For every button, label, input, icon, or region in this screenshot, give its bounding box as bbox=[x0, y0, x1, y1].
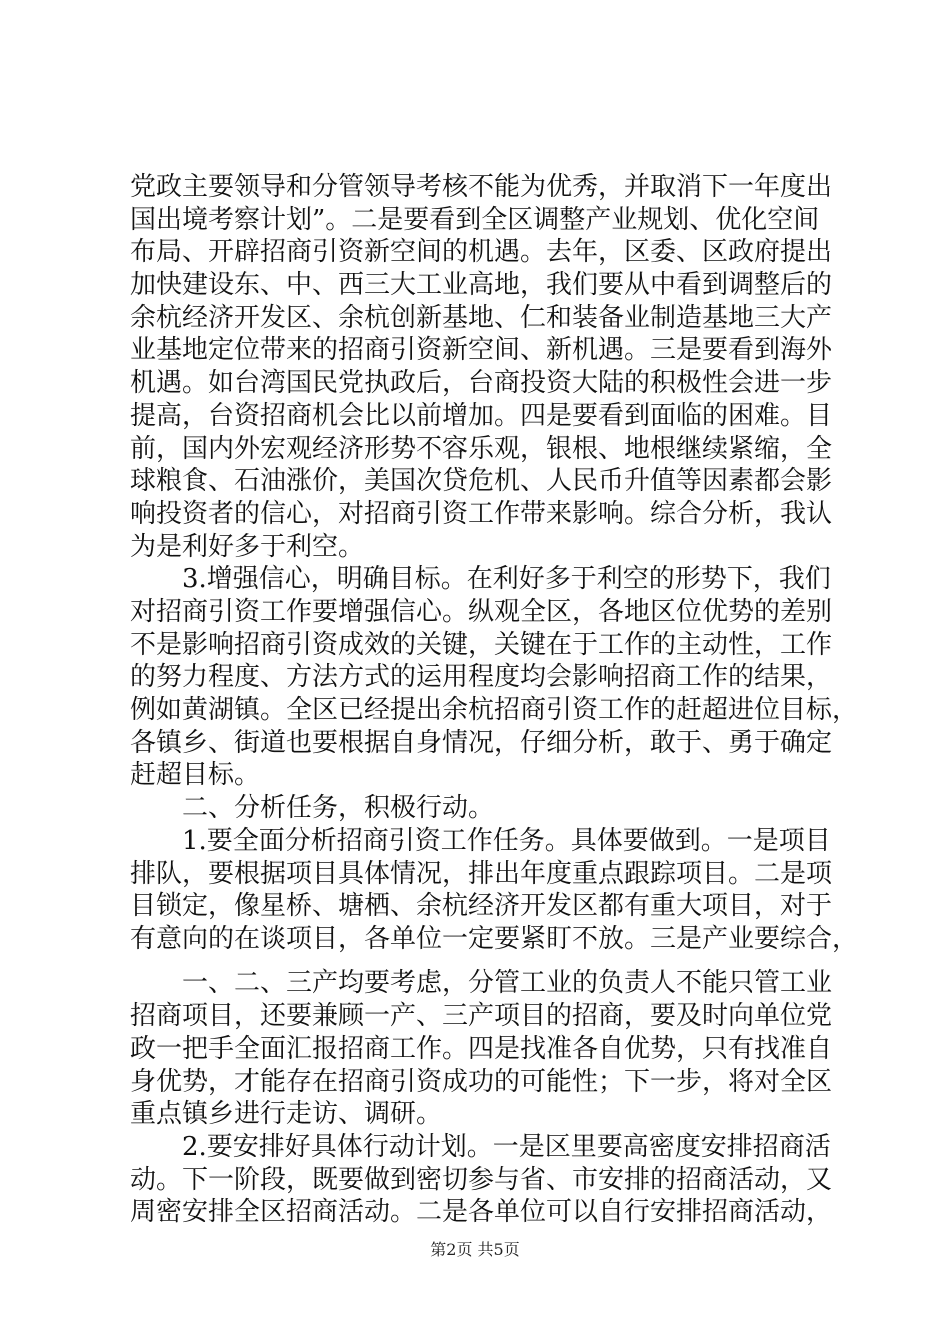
text-line: 响投资者的信心，对招商引资工作带来影响。综合分析，我认 bbox=[130, 499, 833, 529]
text-line: 排队，要根据项目具体情况，排出年度重点跟踪项目。二是项 bbox=[130, 859, 833, 889]
text-line: 的努力程度、方法方式的运用程度均会影响招商工作的结果， bbox=[130, 662, 833, 692]
text-line: 为是利好多于利空。 bbox=[130, 532, 365, 562]
paragraph-first-line: 3.增强信心，明确目标。在利好多于利空的形势下，我们 bbox=[182, 564, 831, 594]
text-line: 加快建设东、中、西三大工业高地，我们要从中看到调整后的 bbox=[130, 270, 833, 300]
text-line: 前，国内外宏观经济形势不容乐观，银根、地根继续紧缩，全 bbox=[130, 434, 833, 464]
text-line: 球粮食、石油涨价，美国次贷危机、人民币升值等因素都会影 bbox=[130, 466, 833, 496]
page-footer: 第2页 共5页 bbox=[430, 1240, 520, 1259]
text-line: 赶超目标。 bbox=[130, 760, 261, 790]
text-line: 例如黄湖镇。全区已经提出余杭招商引资工作的赶超进位目标， bbox=[130, 695, 859, 725]
text-line: 有意向的在谈项目，各单位一定要紧盯不放。三是产业要综合， bbox=[130, 924, 859, 954]
text-line: 提高，台资招商机会比以前增加。四是要看到面临的困难。目 bbox=[130, 401, 833, 431]
text-line: 政一把手全面汇报招商工作。四是找准各自优势，只有找准自 bbox=[130, 1034, 833, 1064]
text-line: 不是影响招商引资成效的关键，关键在于工作的主动性，工作 bbox=[130, 630, 833, 660]
text-line: 党政主要领导和分管领导考核不能为优秀，并取消下一年度出 bbox=[130, 172, 833, 202]
text-line: 重点镇乡进行走访、调研。 bbox=[130, 1099, 443, 1129]
text-line: 业基地定位带来的招商引资新空间、新机遇。三是要看到海外 bbox=[130, 335, 833, 365]
text-line: 余杭经济开发区、余杭创新基地、仁和装备业制造基地三大产 bbox=[130, 303, 833, 333]
text-line: 招商项目，还要兼顾一产、三产项目的招商，要及时向单位党 bbox=[130, 1001, 833, 1031]
text-line: 目锁定，像星桥、塘栖、余杭经济开发区都有重大项目，对于 bbox=[130, 891, 833, 921]
text-line: 身优势，才能存在招商引资成功的可能性；下一步，将对全区 bbox=[130, 1067, 833, 1097]
section-heading: 二、分析任务，积极行动。 bbox=[182, 793, 495, 823]
paragraph-first-line: 一、二、三产均要考虑，分管工业的负责人不能只管工业 bbox=[182, 968, 833, 998]
text-line: 各镇乡、街道也要根据自身情况，仔细分析，敢于、勇于确定 bbox=[130, 728, 833, 758]
text-line: 布局、开辟招商引资新空间的机遇。去年，区委、区政府提出 bbox=[130, 237, 833, 267]
text-line: 国出境考察计划”。二是要看到全区调整产业规划、优化空间 bbox=[130, 205, 820, 235]
text-line: 动。下一阶段，既要做到密切参与省、市安排的招商活动，又 bbox=[130, 1165, 833, 1195]
paragraph-first-line: 2.要安排好具体行动计划。一是区里要高密度安排招商活 bbox=[182, 1132, 831, 1162]
text-line: 对招商引资工作要增强信心。纵观全区，各地区位优势的差别 bbox=[130, 597, 833, 627]
text-line: 周密安排全区招商活动。二是各单位可以自行安排招商活动， bbox=[130, 1197, 833, 1227]
paragraph-first-line: 1.要全面分析招商引资工作任务。具体要做到。一是项目 bbox=[182, 826, 831, 856]
text-line: 机遇。如台湾国民党执政后，台商投资大陆的积极性会进一步 bbox=[130, 368, 833, 398]
